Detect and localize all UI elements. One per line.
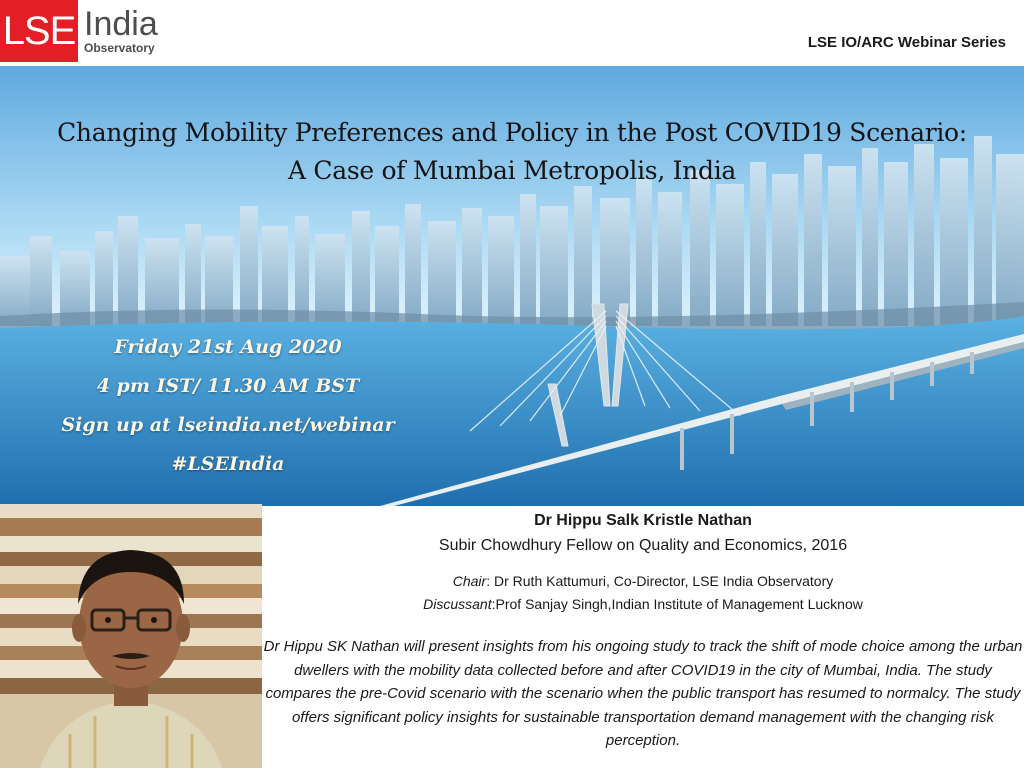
discussant-label: Discussant [423,596,492,612]
speaker-name: Dr Hippu Salk Kristle Nathan [534,512,752,529]
speaker-details [262,504,1024,768]
chair-value: : Dr Ruth Kattumuri, Co-Director, LSE India Observatory [486,573,834,589]
lse-india-observatory-logo [0,0,158,62]
signup-link[interactable]: Sign up at lseindia.net/webinar [61,414,395,436]
speaker-portrait-image [0,504,262,768]
discussant-value: :Prof Sanjay Singh,Indian Institute of Management Lucknow [491,596,863,612]
chair-label: Chair [452,573,487,589]
chair-line [262,573,1024,589]
logo-india: India [84,5,158,43]
speaker-role: Subir Chowdhury Fellow on Quality and Economics, 2016 [438,537,848,554]
event-details [18,328,438,484]
title-line-1: Changing Mobility Preferences and Policy in the Post COVID19 Scenario: [57,118,967,147]
webinar-series-label: LSE IO/ARC Webinar Series [807,34,1006,51]
discussant-line [262,596,1024,612]
webinar-title [0,114,1024,190]
title-line-2: A Case of Mumbai Metropolis, India [287,156,736,185]
logo-text [78,0,158,62]
event-time: 4 pm IST/ 11.30 AM BST [96,375,360,397]
event-date: Friday 21st Aug 2020 [114,336,342,358]
header [0,0,1024,66]
talk-description: Dr Hippu SK Nathan will present insights from his ongoing study to track the shift of mode choice among the urban dwellers with the mobility data collected before and after COVID19 in the city of Mumbai, India. The study compares the pre-Covid scenario with the scenario when the public transport has resumed to normalcy. The study offers significant policy insights for sustainable transportation demand management with the changing risk perception. [263,638,1023,749]
logo-lse-block: LSE [0,0,78,62]
logo-observatory: Observatory [84,41,155,55]
hero-banner [0,66,1024,506]
speaker-photo [0,504,262,768]
hashtag: #LSEIndia [171,453,285,475]
